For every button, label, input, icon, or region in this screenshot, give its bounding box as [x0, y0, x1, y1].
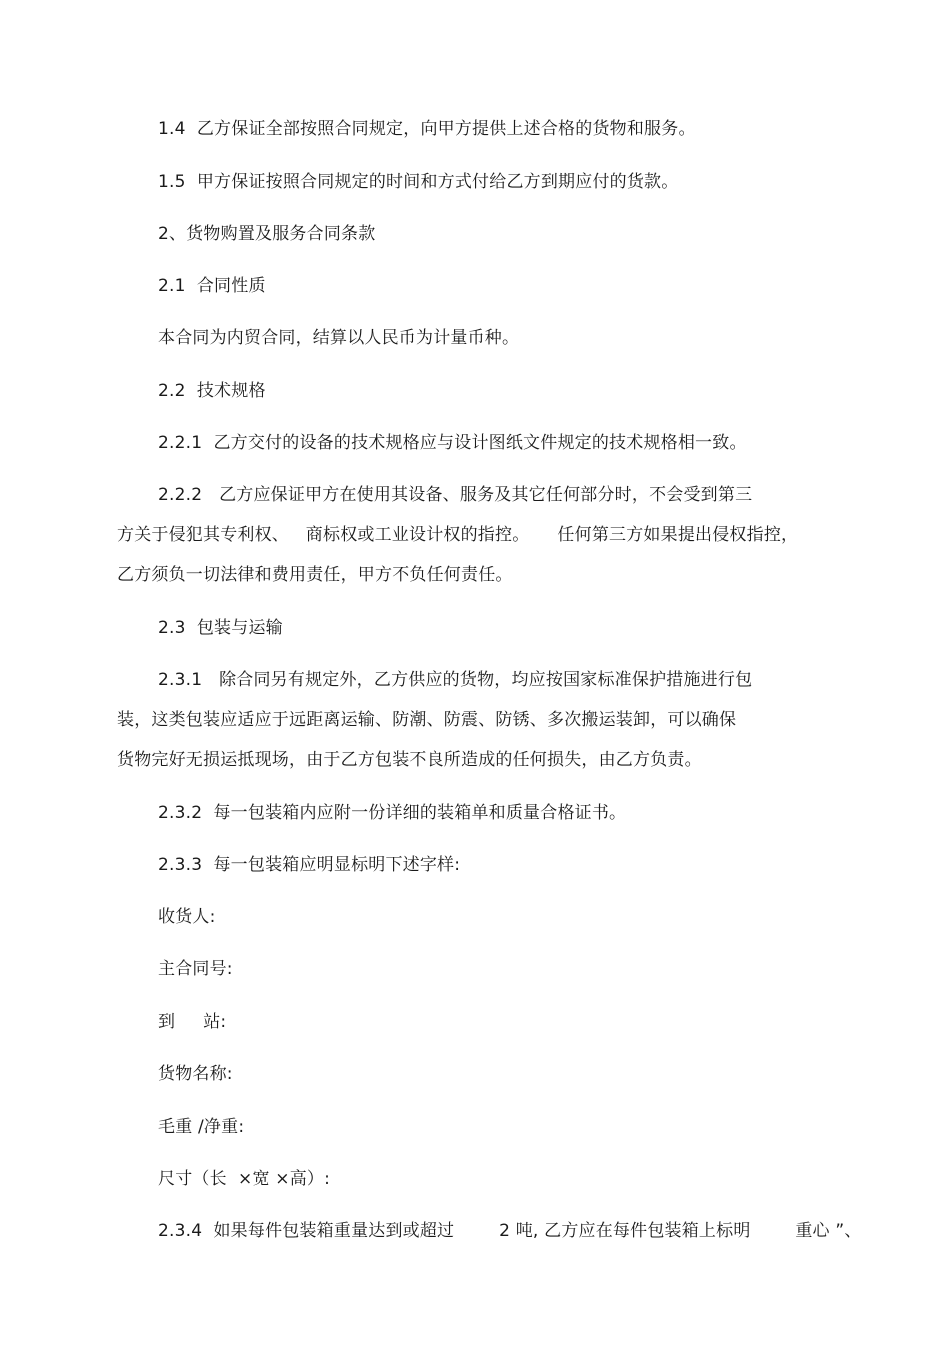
clause-1-5: 1.5 甲方保证按照合同规定的时间和方式付给乙方到期应付的货款。	[158, 172, 679, 192]
clause-2-2-2-line-2: 方关于侵犯其专利权、 商标权或工业设计权的指控。 任何第三方如果提出侵权指控，	[117, 525, 799, 545]
clause-1-4: 1.4 乙方保证全部按照合同规定，向甲方提供上述合格的货物和服务。	[158, 119, 696, 139]
label-destination: 到 站:	[158, 1012, 227, 1032]
clause-2-3-3: 2.3.3 每一包装箱应明显标明下述字样:	[158, 855, 461, 875]
label-main-contract-no: 主合同号:	[158, 959, 233, 979]
clause-2-3-2: 2.3.2 每一包装箱内应附一份详细的装箱单和质量合格证书。	[158, 803, 627, 823]
clause-2-1-heading: 2.1 合同性质	[158, 276, 266, 296]
label-dimensions: 尺寸（长 ×宽 ×高）:	[158, 1169, 331, 1189]
label-gross-net-weight: 毛重 /净重:	[158, 1117, 245, 1137]
clause-2-2-2-line-1: 2.2.2 乙方应保证甲方在使用其设备、服务及其它任何部分时，不会受到第三	[158, 485, 753, 505]
clause-2-3-heading: 2.3 包装与运输	[158, 618, 283, 638]
clause-2-1-text: 本合同为内贸合同，结算以人民币为计量币种。	[158, 328, 520, 348]
clause-2-2-2-line-3: 乙方须负一切法律和费用责任，甲方不负任何责任。	[117, 565, 513, 585]
clause-2-2-1: 2.2.1 乙方交付的设备的技术规格应与设计图纸文件规定的技术规格相一致。	[158, 433, 747, 453]
label-consignee: 收货人:	[158, 907, 216, 927]
section-2-heading: 2、货物购置及服务合同条款	[158, 224, 376, 244]
clause-2-3-1-line-1: 2.3.1 除合同另有规定外，乙方供应的货物，均应按国家标准保护措施进行包	[158, 670, 753, 690]
clause-2-3-1-line-3: 货物完好无损运抵现场，由于乙方包装不良所造成的任何损失，由乙方负责。	[117, 750, 702, 770]
label-goods-name: 货物名称:	[158, 1064, 233, 1084]
clause-2-3-4: 2.3.4 如果每件包装箱重量达到或超过 2 吨, 乙方应在每件包装箱上标明 重心 ”、	[158, 1221, 862, 1241]
clause-2-2-heading: 2.2 技术规格	[158, 381, 266, 401]
clause-2-3-1-line-2: 装，这类包装应适应于远距离运输、防潮、防震、防锈、多次搬运装卸，可以确保	[117, 710, 737, 730]
